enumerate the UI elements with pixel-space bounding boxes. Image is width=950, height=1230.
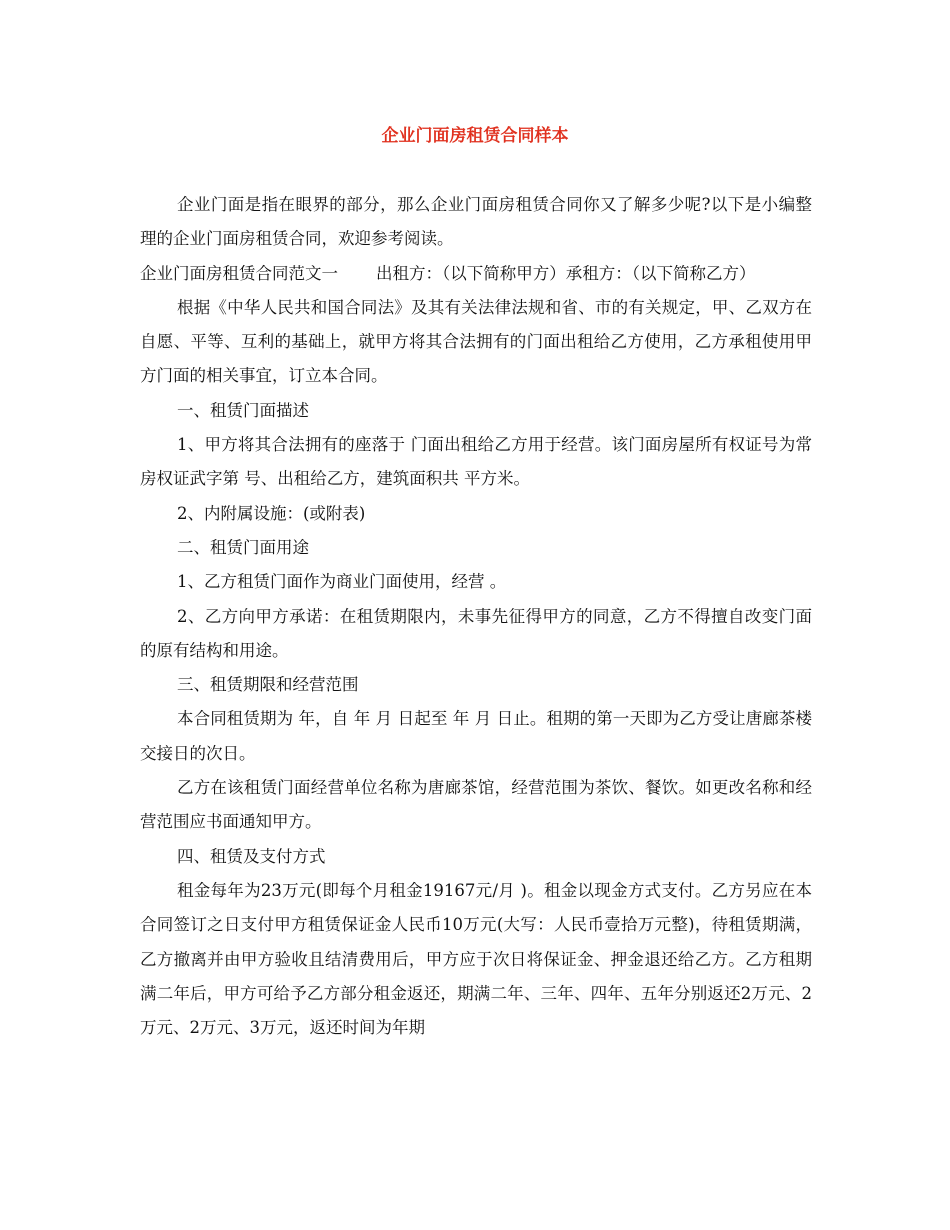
document-title: 企业门面房租赁合同样本 (381, 126, 569, 146)
section-4-paragraph-1: 租金每年为23万元(即每个月租金19167元/月 )。租金以现金方式支付。乙方另应在本合同签订之日支付甲方租赁保证金人民币10万元(大写：人民币壹拾万元整)，待租赁期满，乙方撤离并由甲方验收且结清费用后，甲方应于次日将保证金、押金退还给乙方。乙方租期满二年后，甲方可给予乙方部分租金返还，期满二年、三年、四年、五年分别返还2万元、2万元、2万元、3万元，返还时间为年期 (140, 880, 812, 1038)
section-2-item-2: 2、乙方向甲方承诺：在租赁期限内，未事先征得甲方的同意，乙方不得擅自改变门面的原有结构和用途。 (140, 606, 812, 660)
section-3-paragraph-2: 乙方在该租赁门面经营单位名称为唐廊茶馆，经营范围为茶饮、餐饮。如更改名称和经营范围应书面通知甲方。 (140, 778, 812, 832)
section-2-heading: 二、租赁门面用途 (177, 537, 309, 557)
section-1-item-2: 2、内附属设施：(或附表) (177, 503, 366, 523)
intro-paragraph: 企业门面是指在眼界的部分，那么企业门面房租赁合同你又了解多少呢?以下是小编整理的企业门面房租赁合同，欢迎参考阅读。 (140, 195, 812, 249)
section-2-item-1: 1、乙方租赁门面作为商业门面使用，经营 。 (177, 572, 507, 592)
sample-label: 企业门面房租赁合同范文一 (140, 263, 338, 283)
preamble-paragraph: 根据《中华人民共和国合同法》及其有关法律法规和省、市的有关规定，甲、乙双方在自愿、平等、互利的基础上，就甲方将其合法拥有的门面出租给乙方使用，乙方承租使用甲方门面的相关事宜，订立本合同。 (140, 297, 812, 386)
section-1-item-1: 1、甲方将其合法拥有的座落于 门面出租给乙方用于经营。该门面房屋所有权证号为常房权证武字第 号、出租给乙方，建筑面积共 平方米。 (140, 435, 812, 489)
section-3-heading: 三、租赁期限和经营范围 (177, 675, 359, 695)
section-3-paragraph-1: 本合同租赁期为 年，自 年 月 日起至 年 月 日止。租期的第一天即为乙方受让唐廊茶楼交接日的次日。 (140, 709, 812, 763)
section-1-heading: 一、租赁门面描述 (177, 400, 309, 420)
document-body (140, 188, 812, 1045)
section-4-heading: 四、租赁及支付方式 (177, 846, 326, 866)
parties-line (140, 257, 812, 291)
parties-text: 出租方：（以下简称甲方）承租方：（以下简称乙方） (376, 263, 756, 283)
